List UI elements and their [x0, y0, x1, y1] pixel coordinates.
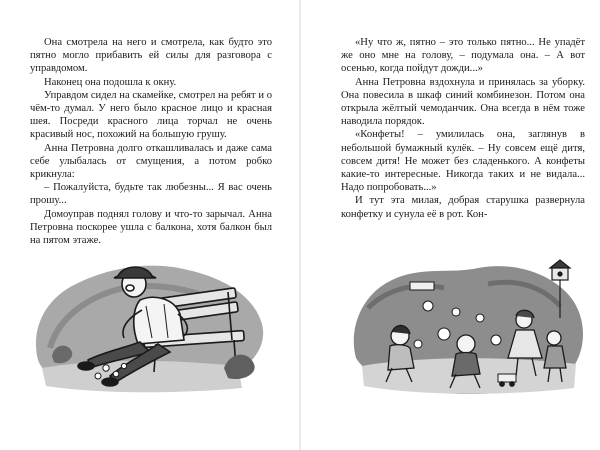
paragraph: И тут эта милая, добрая старушка развернула конфетку и сунула её в рот. Кон-	[341, 195, 585, 220]
illustration-man-on-bench	[28, 248, 268, 398]
illustration-children-playing	[348, 248, 588, 398]
right-page-text	[341, 36, 585, 221]
paragraph: «Конфеты! – умилилась она, заглянув в небольшой бумажный кулёк. – Ну совсем ещё дитя, совсем дитя! Не может без сладенького. А конфеты какие-то интересные. Никогда таких и не видала... Надо попробовать...»	[341, 129, 585, 194]
paragraph: – Пожалуйста, будьте так любезны... Я вас очень прошу...	[30, 182, 272, 207]
paragraph: Она смотрела на него и смотрела, как будто это пятно могло прибавить ей силы для разговора с управдомом.	[30, 37, 272, 75]
paragraph: Управдом сидел на скамейке, смотрел на ребят и о чём-то думал. У него было красное лицо и красная шея. Посреди красного лица торчал не очень красивый нос, похожий на большую грушу.	[30, 89, 272, 141]
right-page	[300, 0, 600, 450]
paragraph: Домоуправ поднял голову и что-то зарычал. Анна Петровна поскорее ушла с балкона, хотя балкон был на пятом этаже.	[30, 208, 272, 247]
paragraph: Анна Петровна вздохнула и принялась за уборку. Она повесила в шкаф синий комбинезон. Потом она открыла жёлтый чемоданчик. Она всегда в нём тоже наводила порядок.	[341, 76, 585, 128]
paragraph: Наконец она подошла к окну.	[44, 76, 177, 88]
paragraph: «Ну что ж, пятно – это только пятно... Не упадёт же оно мне на голову, – подумала она. – А вот осенью, когда пойдут дожди...»	[341, 37, 585, 75]
paragraph: Анна Петровна долго откашливалась и даже сама себе улыбалась от смущения, а потом робко крикнула:	[30, 142, 272, 181]
left-page-text	[30, 36, 272, 247]
